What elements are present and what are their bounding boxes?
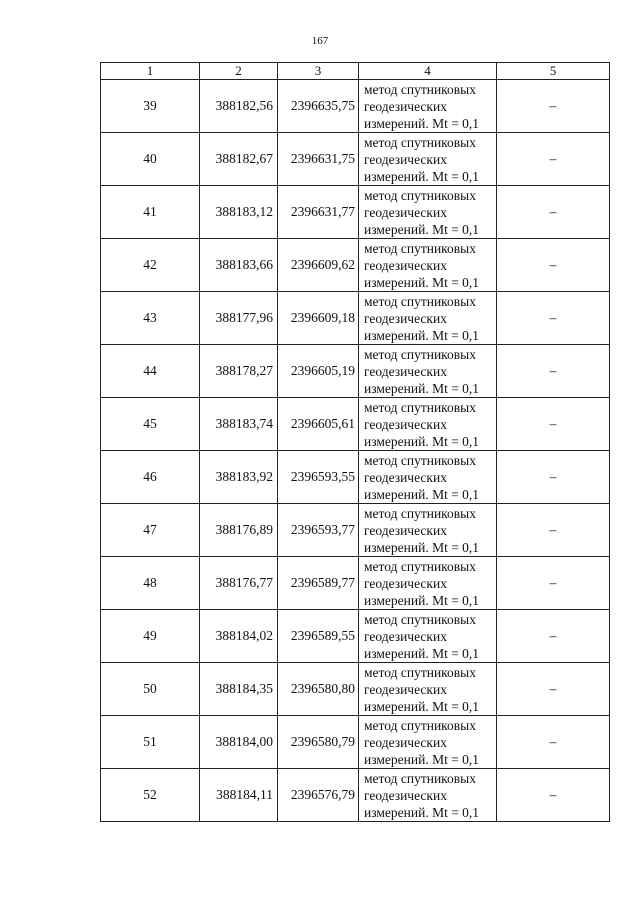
method-line: геодезических [364, 257, 447, 273]
y-coordinate-cell: 2396593,55 [278, 451, 359, 504]
y-coordinate-cell: 2396631,77 [278, 186, 359, 239]
method-cell [359, 186, 497, 239]
method-line: измерений. Mt = 0,1 [364, 168, 480, 184]
note-cell: – [497, 663, 610, 716]
note-cell: – [497, 769, 610, 822]
y-coordinate-cell: 2396631,75 [278, 133, 359, 186]
method-line: геодезических [364, 310, 447, 326]
method-line: метод спутниковых [364, 611, 476, 627]
method-cell [359, 292, 497, 345]
table-row [101, 292, 610, 345]
method-cell [359, 769, 497, 822]
x-coordinate-cell: 388184,02 [200, 610, 278, 663]
table-row [101, 663, 610, 716]
method-line: метод спутниковых [364, 452, 476, 468]
point-number-cell: 40 [101, 133, 200, 186]
table-row [101, 345, 610, 398]
point-number-cell: 39 [101, 80, 200, 133]
method-line: метод спутниковых [364, 134, 476, 150]
table-row [101, 769, 610, 822]
y-coordinate-cell: 2396593,77 [278, 504, 359, 557]
x-coordinate-cell: 388178,27 [200, 345, 278, 398]
point-number-cell: 42 [101, 239, 200, 292]
table-row [101, 133, 610, 186]
method-line: метод спутниковых [364, 399, 476, 415]
point-number-cell: 44 [101, 345, 200, 398]
note-cell: – [497, 133, 610, 186]
method-line: измерений. Mt = 0,1 [364, 115, 480, 131]
point-number-cell: 41 [101, 186, 200, 239]
point-number-cell: 50 [101, 663, 200, 716]
note-cell: – [497, 80, 610, 133]
method-line: геодезических [364, 204, 447, 220]
method-cell [359, 80, 497, 133]
method-cell [359, 239, 497, 292]
table-row [101, 80, 610, 133]
x-coordinate-cell: 388177,96 [200, 292, 278, 345]
y-coordinate-cell: 2396609,18 [278, 292, 359, 345]
page-number: 167 [311, 35, 329, 47]
method-line: геодезических [364, 469, 447, 485]
table-row [101, 239, 610, 292]
method-line: геодезических [364, 98, 447, 114]
method-line: метод спутниковых [364, 717, 476, 733]
x-coordinate-cell: 388183,92 [200, 451, 278, 504]
x-coordinate-cell: 388183,66 [200, 239, 278, 292]
table-row [101, 557, 610, 610]
method-line: измерений. Mt = 0,1 [364, 486, 480, 502]
table-header-row [101, 63, 610, 80]
method-line: метод спутниковых [364, 346, 476, 362]
method-line: геодезических [364, 628, 447, 644]
table-body [101, 63, 610, 822]
note-cell: – [497, 716, 610, 769]
point-number-cell: 43 [101, 292, 200, 345]
x-coordinate-cell: 388182,56 [200, 80, 278, 133]
method-line: геодезических [364, 522, 447, 538]
method-line: измерений. Mt = 0,1 [364, 751, 480, 767]
y-coordinate-cell: 2396609,62 [278, 239, 359, 292]
method-line: метод спутниковых [364, 240, 476, 256]
method-line: метод спутниковых [364, 293, 476, 309]
method-line: измерений. Mt = 0,1 [364, 592, 480, 608]
y-coordinate-cell: 2396580,80 [278, 663, 359, 716]
header-cell-3: 3 [278, 63, 359, 80]
note-cell: – [497, 345, 610, 398]
method-line: геодезических [364, 681, 447, 697]
method-line: метод спутниковых [364, 81, 476, 97]
method-cell [359, 716, 497, 769]
note-cell: – [497, 451, 610, 504]
y-coordinate-cell: 2396589,55 [278, 610, 359, 663]
method-cell [359, 610, 497, 663]
method-line: измерений. Mt = 0,1 [364, 645, 480, 661]
method-line: измерений. Mt = 0,1 [364, 274, 480, 290]
method-line: метод спутниковых [364, 558, 476, 574]
x-coordinate-cell: 388176,89 [200, 504, 278, 557]
point-number-cell: 49 [101, 610, 200, 663]
x-coordinate-cell: 388183,74 [200, 398, 278, 451]
table-row [101, 398, 610, 451]
note-cell: – [497, 239, 610, 292]
note-cell: – [497, 186, 610, 239]
header-cell-5: 5 [497, 63, 610, 80]
note-cell: – [497, 504, 610, 557]
y-coordinate-cell: 2396635,75 [278, 80, 359, 133]
point-number-cell: 48 [101, 557, 200, 610]
x-coordinate-cell: 388182,67 [200, 133, 278, 186]
method-cell [359, 345, 497, 398]
point-number-cell: 51 [101, 716, 200, 769]
point-number-cell: 46 [101, 451, 200, 504]
method-line: метод спутниковых [364, 770, 476, 786]
method-cell [359, 504, 497, 557]
method-line: измерений. Mt = 0,1 [364, 380, 480, 396]
point-number-cell: 45 [101, 398, 200, 451]
x-coordinate-cell: 388176,77 [200, 557, 278, 610]
header-cell-4: 4 [359, 63, 497, 80]
note-cell: – [497, 292, 610, 345]
y-coordinate-cell: 2396589,77 [278, 557, 359, 610]
x-coordinate-cell: 388184,00 [200, 716, 278, 769]
coordinates-table [100, 62, 610, 822]
method-line: геодезических [364, 416, 447, 432]
method-line: геодезических [364, 151, 447, 167]
method-line: метод спутниковых [364, 664, 476, 680]
method-line: измерений. Mt = 0,1 [364, 804, 480, 820]
method-line: измерений. Mt = 0,1 [364, 698, 480, 714]
method-line: геодезических [364, 734, 447, 750]
y-coordinate-cell: 2396580,79 [278, 716, 359, 769]
header-cell-2: 2 [200, 63, 278, 80]
table-row [101, 716, 610, 769]
x-coordinate-cell: 388184,35 [200, 663, 278, 716]
method-line: измерений. Mt = 0,1 [364, 221, 480, 237]
method-line: геодезических [364, 575, 447, 591]
method-cell [359, 133, 497, 186]
method-cell [359, 398, 497, 451]
method-line: метод спутниковых [364, 505, 476, 521]
method-line: метод спутниковых [364, 187, 476, 203]
header-cell-1: 1 [101, 63, 200, 80]
method-line: измерений. Mt = 0,1 [364, 539, 480, 555]
note-cell: – [497, 398, 610, 451]
y-coordinate-cell: 2396605,61 [278, 398, 359, 451]
note-cell: – [497, 610, 610, 663]
method-line: геодезических [364, 363, 447, 379]
method-cell [359, 557, 497, 610]
x-coordinate-cell: 388183,12 [200, 186, 278, 239]
method-line: измерений. Mt = 0,1 [364, 433, 480, 449]
note-cell: – [497, 557, 610, 610]
point-number-cell: 52 [101, 769, 200, 822]
table-row [101, 610, 610, 663]
table-row [101, 504, 610, 557]
x-coordinate-cell: 388184,11 [200, 769, 278, 822]
method-line: измерений. Mt = 0,1 [364, 327, 480, 343]
point-number-cell: 47 [101, 504, 200, 557]
y-coordinate-cell: 2396605,19 [278, 345, 359, 398]
y-coordinate-cell: 2396576,79 [278, 769, 359, 822]
table-row [101, 186, 610, 239]
method-line: геодезических [364, 787, 447, 803]
method-cell [359, 663, 497, 716]
table-row [101, 451, 610, 504]
method-cell [359, 451, 497, 504]
